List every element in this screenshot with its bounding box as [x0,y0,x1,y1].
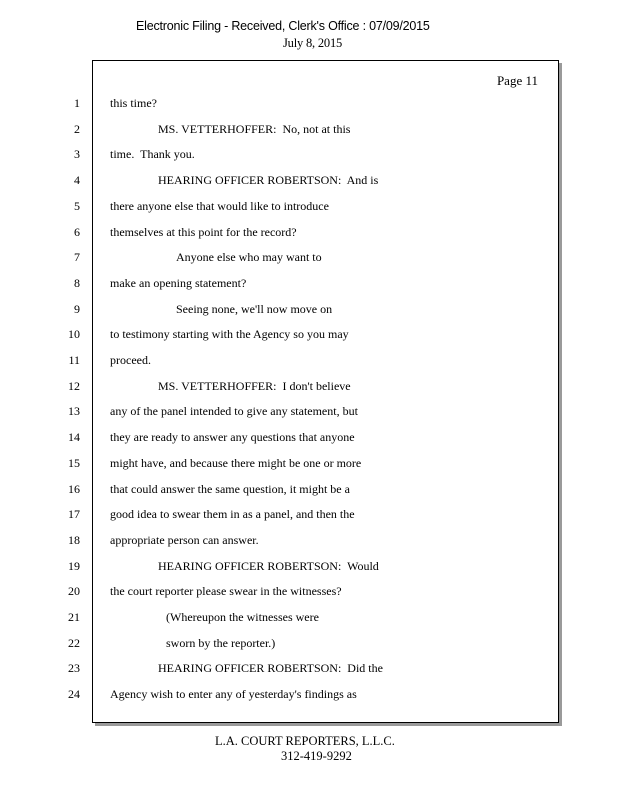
line-text: they are ready to answer any questions that anyone [110,430,355,444]
line-text: MS. VETTERHOFFER: I don't believe [158,379,351,393]
line-number: 24 [68,687,80,701]
line-text: might have, and because there might be one or more [110,456,362,470]
line-number: 18 [68,533,80,547]
line-text: HEARING OFFICER ROBERTSON: Did the [158,661,383,675]
line-text: this time? [110,96,157,110]
line-text: proceed. [110,353,151,367]
line-text: that could answer the same question, it might be a [110,482,350,496]
filing-date: July 8, 2015 [283,36,343,50]
line-text: time. Thank you. [110,147,195,161]
line-text: HEARING OFFICER ROBERTSON: Would [158,559,379,573]
line-number: 12 [68,379,80,393]
line-number: 2 [74,122,80,136]
footer-company: L.A. COURT REPORTERS, L.L.C. [215,734,395,748]
footer-phone: 312-419-9292 [281,749,352,763]
line-number: 17 [68,507,80,521]
line-text: Agency wish to enter any of yesterday's findings as [110,687,357,701]
line-number: 21 [68,610,80,624]
line-text: appropriate person can answer. [110,533,259,547]
line-text: HEARING OFFICER ROBERTSON: And is [158,173,379,187]
line-text: to testimony starting with the Agency so you may [110,327,349,341]
line-text: make an opening statement? [110,276,247,290]
line-number: 13 [68,404,80,418]
filing-stamp: Electronic Filing - Received, Clerk's Office : 07/09/2015 [136,19,430,33]
line-number: 15 [68,456,80,470]
line-text: Seeing none, we'll now move on [176,302,333,316]
page-number: Page 11 [496,73,538,88]
line-number: 16 [68,482,80,496]
line-text: MS. VETTERHOFFER: No, not at this [158,122,351,136]
line-number: 9 [74,302,80,316]
line-text: the court reporter please swear in the witnesses? [110,584,342,598]
line-number: 20 [68,584,80,598]
line-number: 5 [74,199,80,213]
line-number: 8 [74,276,80,290]
line-number: 4 [74,173,80,187]
line-text: there anyone else that would like to introduce [110,199,329,213]
line-text: themselves at this point for the record? [110,225,297,239]
line-text: sworn by the reporter.) [166,636,276,650]
line-text: (Whereupon the witnesses were [166,610,319,624]
line-number: 11 [68,353,80,367]
line-number: 23 [68,661,80,675]
line-text: Anyone else who may want to [176,250,322,264]
line-number: 1 [74,96,80,110]
line-text: any of the panel intended to give any statement, but [110,404,358,418]
line-number: 14 [68,430,80,444]
line-number: 3 [74,147,80,161]
line-number: 6 [74,225,80,239]
line-number: 22 [68,636,80,650]
line-number: 19 [68,559,80,573]
line-text: good idea to swear them in as a panel, and then the [110,507,355,521]
line-number: 10 [68,327,80,341]
line-number: 7 [74,250,80,264]
